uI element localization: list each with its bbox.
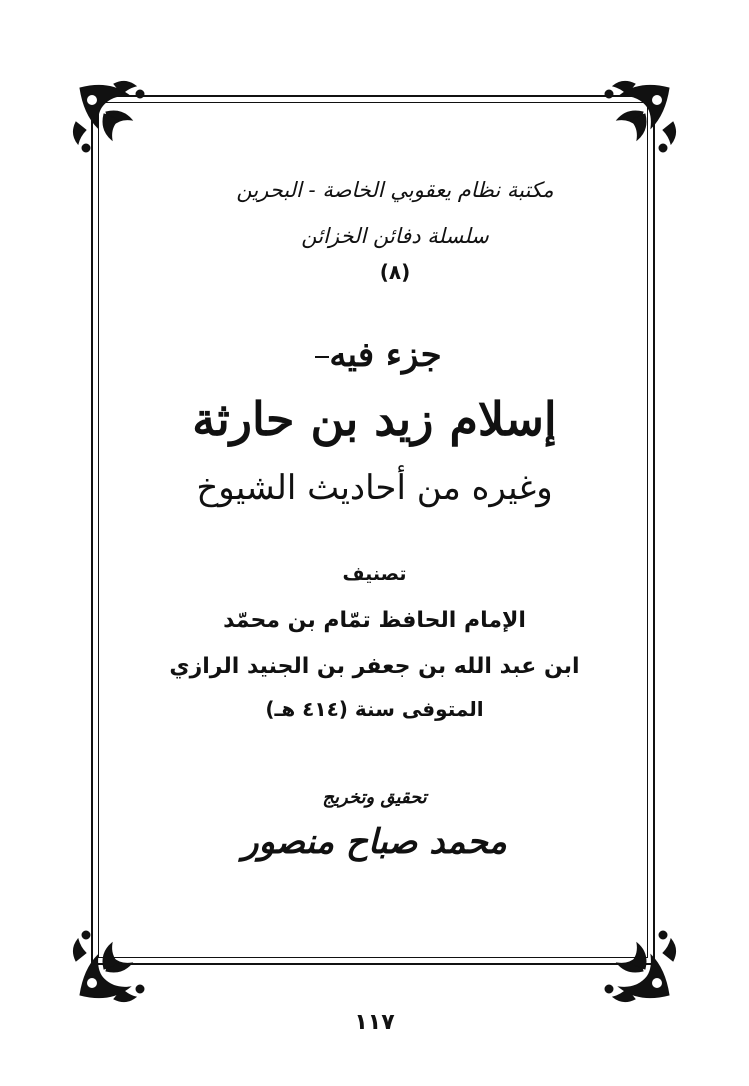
corner-ornament-icon [591,917,679,1005]
title-dash [315,356,329,358]
author-label: تصنيف [342,563,407,585]
corner-ornament-icon [591,78,679,166]
series-number: (٨) [379,260,411,284]
series-name: سلسلة دفائن الخزائن [301,224,489,248]
title-line-1-text: جزء فيه [329,335,442,375]
author-lineage: ابن عبد الله بن جعفر بن الجنيد الرازي [169,654,580,679]
title-line-1 [0,335,749,375]
editor-name: محمد صباح منصور [242,822,507,862]
title-line-3: وغيره من أحاديث الشيوخ [196,468,553,508]
author-death-date: المتوفى سنة (٤١٤ هـ) [265,697,484,721]
editor-label: تحقيق وتخريج [322,787,427,808]
author-name: الإمام الحافظ تمّام بن محمّد [223,608,526,633]
corner-ornament-icon [70,78,158,166]
title-line-2: إسلام زيد بن حارثة [192,392,557,446]
series-library: مكتبة نظام يعقوبي الخاصة - البحرين [236,178,554,202]
page-number: ١١٧ [354,1010,395,1035]
corner-ornament-icon [70,917,158,1005]
